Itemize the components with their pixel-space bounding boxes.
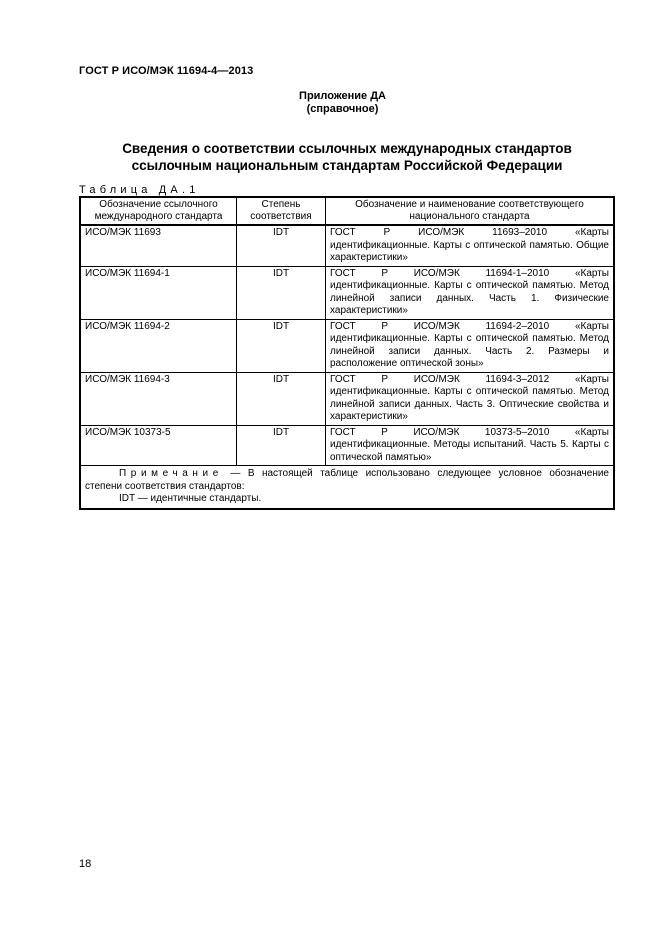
cell-national-standard: ГОСТ Р ИСО/МЭК 11694-1–2010 «Карты идентификационные. Карты с оптической памятью. Метод линейной записи данных. Часть 1. Физические характеристики» — [326, 266, 615, 319]
page-number: 18 — [79, 858, 92, 870]
column-header-national-standard: Обозначение и наименование соответствующего национального стандарта — [326, 197, 615, 225]
cell-degree: IDT — [237, 266, 326, 319]
table-row — [80, 319, 614, 372]
cell-degree: IDT — [237, 425, 326, 466]
table-note-row — [80, 466, 614, 509]
table-row — [80, 425, 614, 466]
table-caption: Таблица ДА.1 — [79, 184, 200, 196]
section-heading-line-1: Сведения о соответствии ссылочных международных стандартов — [122, 141, 572, 156]
cell-national-standard: ГОСТ Р ИСО/МЭК 11694-3–2012 «Карты идентификационные. Карты с оптической памятью. Метод линейной записи данных. Часть 3. Оптические свойства и характеристики» — [326, 372, 615, 425]
cell-degree: IDT — [237, 319, 326, 372]
annex-title-block — [0, 90, 661, 116]
annex-subtitle: (справочное) — [306, 103, 379, 115]
section-heading — [79, 140, 615, 174]
table-row — [80, 372, 614, 425]
table-row — [80, 225, 614, 266]
cell-national-standard: ГОСТ Р ИСО/МЭК 11694-2–2010 «Карты идентификационные. Карты с оптической памятью. Метод линейной записи данных. Часть 2. Размеры и расположение оптической зоны» — [326, 319, 615, 372]
note-legend: IDT — идентичные стандарты. — [119, 493, 262, 504]
table-row — [80, 266, 614, 319]
cell-national-standard: ГОСТ Р ИСО/МЭК 10373-5–2010 «Карты идентификационные. Методы испытаний. Часть 5. Карты с оптической памятью» — [326, 425, 615, 466]
cell-national-standard: ГОСТ Р ИСО/МЭК 11693–2010 «Карты идентификационные. Карты с оптической памятью. Общие характеристики» — [326, 225, 615, 266]
cell-degree: IDT — [237, 372, 326, 425]
section-heading-line-2: ссылочным национальным стандартам Российской Федерации — [131, 158, 563, 173]
column-header-degree: Степень соответствия — [237, 197, 326, 225]
cell-intl-standard: ИСО/МЭК 11694-1 — [80, 266, 237, 319]
correspondence-table — [79, 196, 615, 510]
cell-intl-standard: ИСО/МЭК 11694-2 — [80, 319, 237, 372]
table-header-row — [80, 197, 614, 225]
annex-title: Приложение ДА — [299, 90, 386, 102]
cell-intl-standard: ИСО/МЭК 10373-5 — [80, 425, 237, 466]
note-label: Примечание — [119, 468, 223, 479]
document-code-header: ГОСТ Р ИСО/МЭК 11694-4—2013 — [79, 65, 254, 77]
cell-degree: IDT — [237, 225, 326, 266]
cell-intl-standard: ИСО/МЭК 11693 — [80, 225, 237, 266]
table-note — [80, 466, 614, 509]
note-text: — В настоящей таблице использовано следующее условное обозначение степени соответствия стандартов: — [85, 468, 609, 492]
column-header-intl-standard: Обозначение ссылочного международного стандарта — [80, 197, 237, 225]
cell-intl-standard: ИСО/МЭК 11694-3 — [80, 372, 237, 425]
